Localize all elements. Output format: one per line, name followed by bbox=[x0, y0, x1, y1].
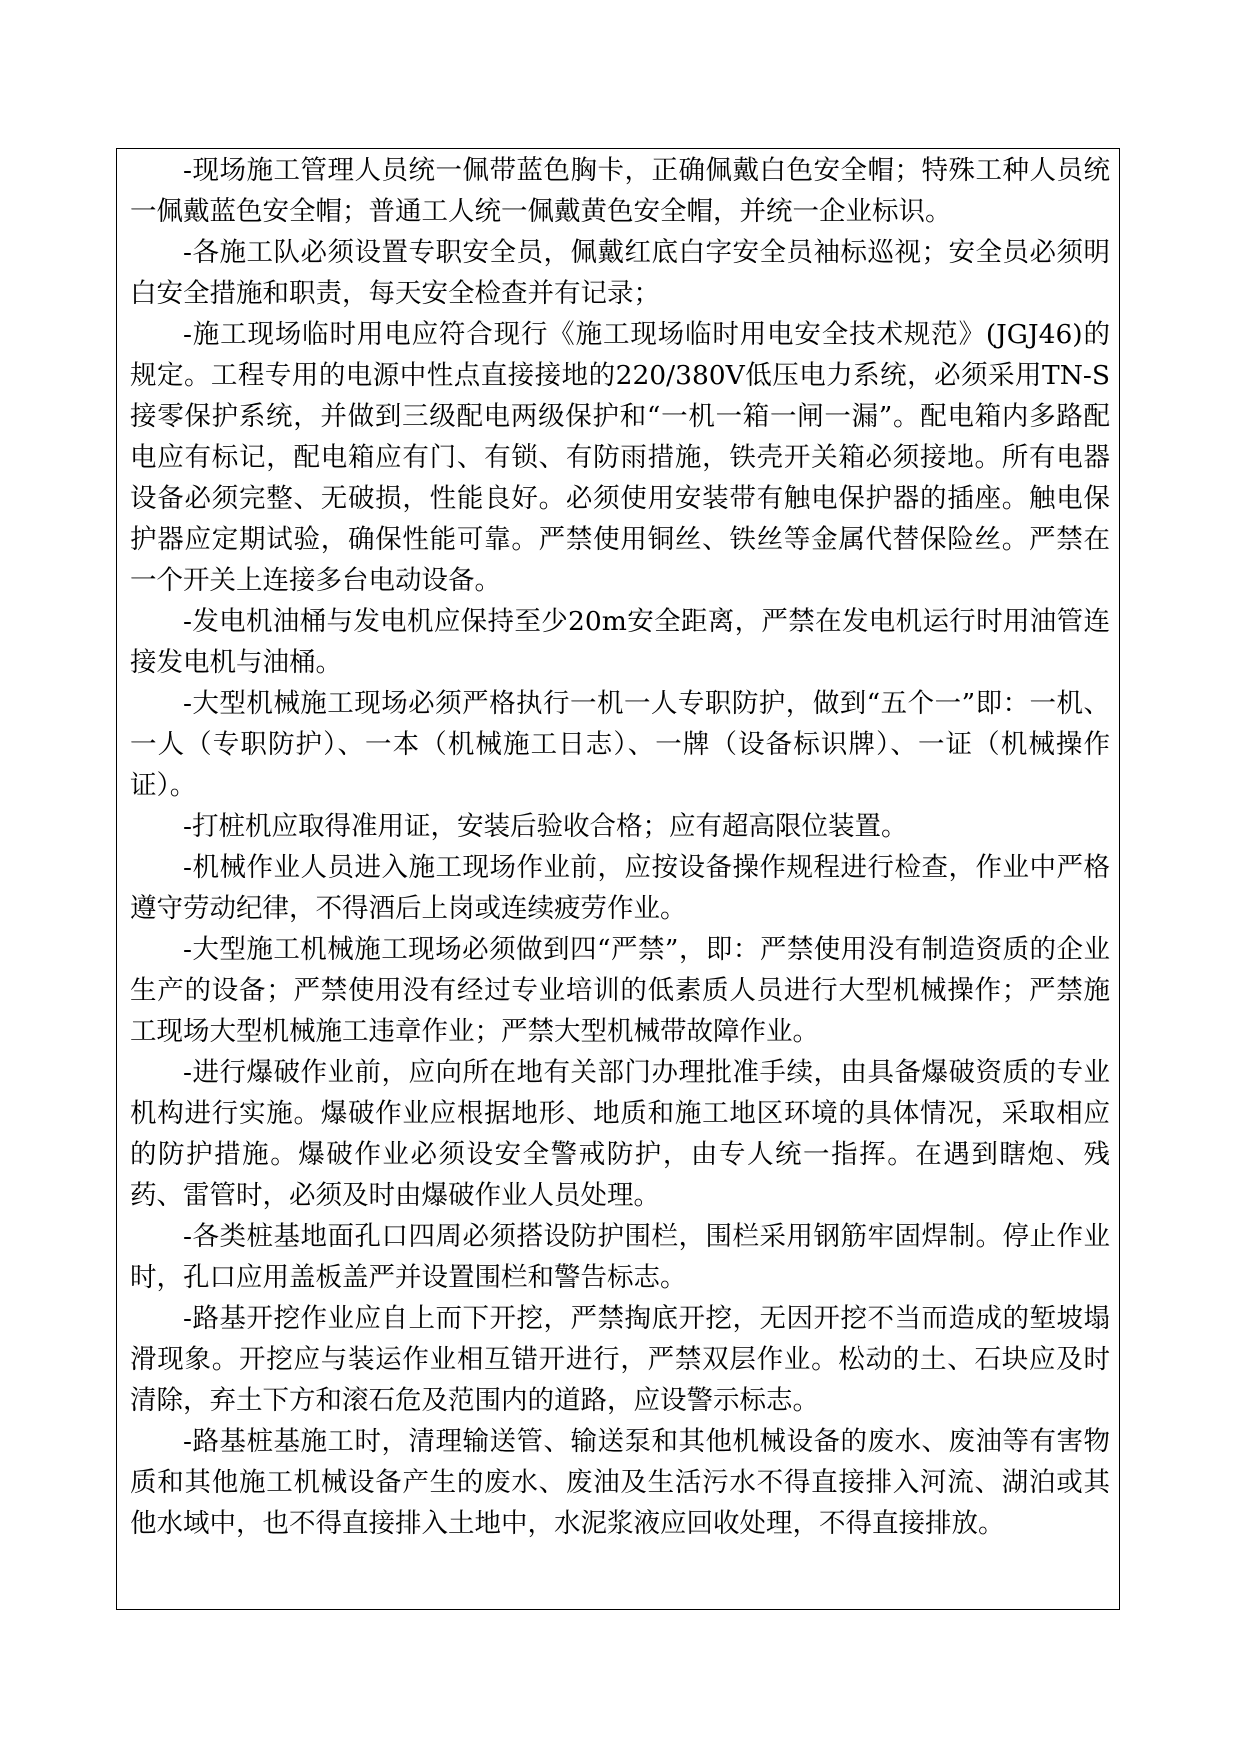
paragraph-subgrade-excavation: -路基开挖作业应自上而下开挖，严禁掏底开挖，无因开挖不当而造成的堑坡塌滑现象。开挖应与装运作业相互错开进行，严禁双层作业。松动的土、石块应及时清除，弃土下方和滚石危及范围内的道路，应设警示标志。 bbox=[130, 1303, 1110, 1416]
paragraph-pile-driver: -打桩机应取得准用证，安装后验收合格；应有超高限位装置。 bbox=[183, 811, 908, 842]
paragraph-safety-officer: -各施工队必须设置专职安全员，佩戴红底白字安全员袖标巡视；安全员必须明白安全措施和职责，每天安全检查并有记录； bbox=[130, 237, 1110, 309]
paragraph-five-ones: -大型机械施工现场必须严格执行一机一人专职防护，做到“五个一”即：一机、一人（专职防护）、一本（机械施工日志）、一牌（设备标识牌）、一证（机械操作证）。 bbox=[130, 688, 1110, 801]
paragraph-generator-fuel: -发电机油桶与发电机应保持至少20m安全距离，严禁在发电机运行时用油管连接发电机与油桶。 bbox=[130, 606, 1110, 678]
document-body bbox=[130, 150, 1110, 1544]
paragraph-waste-water: -路基桩基施工时，清理输送管、输送泵和其他机械设备的废水、废油等有害物质和其他施工机械设备产生的废水、废油及生活污水不得直接排入河流、湖泊或其他水域中，也不得直接排入土地中，水泥浆液应回收处理，不得直接排放。 bbox=[130, 1426, 1110, 1539]
paragraph-machine-operators: -机械作业人员进入施工现场作业前，应按设备操作规程进行检查，作业中严格遵守劳动纪律，不得酒后上岗或连续疲劳作业。 bbox=[130, 852, 1110, 924]
paragraph-blasting: -进行爆破作业前，应向所在地有关部门办理批准手续，由具备爆破资质的专业机构进行实施。爆破作业应根据地形、地质和施工地区环境的具体情况，采取相应的防护措施。爆破作业必须设安全警戒防护，由专人统一指挥。在遇到瞎炮、残药、雷管时，必须及时由爆破作业人员处理。 bbox=[130, 1057, 1110, 1211]
paragraph-four-prohibitions: -大型施工机械施工现场必须做到四“严禁”，即：严禁使用没有制造资质的企业生产的设备；严禁使用没有经过专业培训的低素质人员进行大型机械操作；严禁施工现场大型机械施工违章作业；严禁大型机械带故障作业。 bbox=[130, 934, 1110, 1047]
paragraph-safety-helmets: -现场施工管理人员统一佩带蓝色胸卡，正确佩戴白色安全帽；特殊工种人员统一佩戴蓝色安全帽；普通工人统一佩戴黄色安全帽，并统一企业标识。 bbox=[130, 155, 1110, 227]
paragraph-pile-openings: -各类桩基地面孔口四周必须搭设防护围栏，围栏采用钢筋牢固焊制。停止作业时，孔口应用盖板盖严并设置围栏和警告标志。 bbox=[130, 1221, 1110, 1293]
paragraph-temporary-electricity: -施工现场临时用电应符合现行《施工现场临时用电安全技术规范》(JGJ46)的规定。工程专用的电源中性点直接接地的220/380V低压电力系统，必须采用TN-S接零保护系统，并做到三级配电两级保护和“一机一箱一闸一漏”。配电箱内多路配电应有标记，配电箱应有门、有锁、有防雨措施，铁壳开关箱必须接地。所有电器设备必须完整、无破损，性能良好。必须使用安装带有触电保护器的插座。触电保护器应定期试验，确保性能可靠。严禁使用铜丝、铁丝等金属代替保险丝。严禁在一个开关上连接多台电动设备。 bbox=[130, 319, 1110, 596]
